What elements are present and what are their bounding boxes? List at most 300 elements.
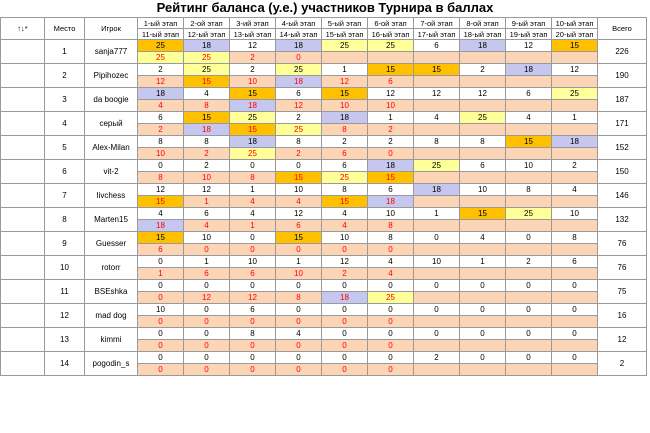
score-cell: 4 — [184, 88, 230, 100]
score-cell — [322, 52, 368, 64]
score-cell: 15 — [368, 172, 414, 184]
score-cell: 10 — [506, 160, 552, 172]
score-cell: 4 — [276, 196, 322, 208]
score-cell: 0 — [138, 316, 184, 328]
score-cell — [552, 124, 598, 136]
place-header: Место — [45, 18, 85, 40]
score-cell — [414, 148, 460, 160]
score-cell: 12 — [368, 88, 414, 100]
score-cell — [506, 172, 552, 184]
player-total: 76 — [598, 256, 647, 280]
score-cell — [552, 364, 598, 376]
score-cell: 0 — [276, 52, 322, 64]
score-cell — [506, 268, 552, 280]
score-cell: 1 — [184, 256, 230, 268]
score-cell: 6 — [368, 184, 414, 196]
score-cell: 15 — [322, 88, 368, 100]
score-cell — [552, 340, 598, 352]
score-cell — [460, 124, 506, 136]
score-cell: 15 — [138, 196, 184, 208]
player-place: 3 — [45, 88, 85, 112]
score-cell: 18 — [184, 124, 230, 136]
score-cell — [460, 316, 506, 328]
score-cell: 2 — [230, 52, 276, 64]
score-cell: 8 — [276, 136, 322, 148]
score-cell: 2 — [460, 64, 506, 76]
score-cell — [460, 268, 506, 280]
score-cell: 0 — [552, 328, 598, 340]
score-cell: 2 — [322, 136, 368, 148]
stage-header-18: 18-ый этап — [460, 29, 506, 40]
score-cell: 0 — [368, 328, 414, 340]
score-cell: 2 — [138, 124, 184, 136]
score-cell: 18 — [230, 136, 276, 148]
row-sort-cell — [1, 328, 45, 352]
score-cell — [414, 76, 460, 88]
sort-button[interactable]: ↑↓* — [1, 18, 45, 40]
score-cell: 6 — [184, 268, 230, 280]
score-cell — [460, 76, 506, 88]
score-cell: 25 — [322, 40, 368, 52]
row-sort-cell — [1, 232, 45, 256]
score-cell: 2 — [322, 268, 368, 280]
score-cell: 1 — [138, 268, 184, 280]
score-cell: 15 — [276, 172, 322, 184]
score-cell: 25 — [552, 88, 598, 100]
player-total: 75 — [598, 280, 647, 304]
score-cell: 1 — [230, 220, 276, 232]
score-cell: 18 — [138, 220, 184, 232]
score-cell: 12 — [138, 184, 184, 196]
score-cell: 0 — [184, 316, 230, 328]
score-cell: 10 — [368, 208, 414, 220]
score-cell: 2 — [368, 136, 414, 148]
score-cell: 2 — [184, 148, 230, 160]
stage-header-4: 4-ый этап — [276, 18, 322, 29]
score-cell: 4 — [322, 220, 368, 232]
score-cell: 2 — [276, 148, 322, 160]
score-cell: 25 — [184, 64, 230, 76]
score-cell: 25 — [506, 208, 552, 220]
score-cell: 12 — [184, 292, 230, 304]
score-cell: 0 — [552, 280, 598, 292]
row-sort-cell — [1, 280, 45, 304]
score-cell: 8 — [138, 136, 184, 148]
table-row — [1, 232, 647, 244]
row-sort-cell — [1, 40, 45, 64]
score-cell: 10 — [322, 232, 368, 244]
player-total: 76 — [598, 232, 647, 256]
score-cell: 6 — [184, 208, 230, 220]
score-cell — [506, 220, 552, 232]
score-cell: 18 — [368, 196, 414, 208]
score-cell — [552, 244, 598, 256]
player-place: 10 — [45, 256, 85, 280]
score-cell: 1 — [552, 112, 598, 124]
score-cell: 1 — [414, 208, 460, 220]
score-cell: 10 — [276, 268, 322, 280]
score-cell: 0 — [368, 244, 414, 256]
player-header: Игрок — [85, 18, 138, 40]
player-place: 12 — [45, 304, 85, 328]
score-cell: 0 — [460, 328, 506, 340]
score-cell — [414, 364, 460, 376]
row-sort-cell — [1, 352, 45, 376]
score-cell: 15 — [322, 196, 368, 208]
score-cell: 10 — [460, 184, 506, 196]
table-header — [1, 18, 647, 40]
score-cell — [506, 316, 552, 328]
score-cell: 10 — [368, 100, 414, 112]
score-cell: 10 — [138, 304, 184, 316]
score-cell: 15 — [276, 232, 322, 244]
stage-header-1: 1-ый этап — [138, 18, 184, 29]
score-cell — [414, 244, 460, 256]
score-cell: 4 — [368, 256, 414, 268]
score-cell: 8 — [276, 292, 322, 304]
score-cell: 12 — [460, 88, 506, 100]
rating-table — [0, 17, 647, 376]
score-cell: 0 — [506, 304, 552, 316]
stage-header-10: 10-ый этап — [552, 18, 598, 29]
score-cell: 8 — [184, 136, 230, 148]
stage-header-7: 7-ой этап — [414, 18, 460, 29]
score-cell: 10 — [138, 148, 184, 160]
score-cell: 10 — [414, 256, 460, 268]
score-cell: 8 — [230, 172, 276, 184]
score-cell — [506, 292, 552, 304]
score-cell: 8 — [322, 184, 368, 196]
score-cell — [460, 52, 506, 64]
score-cell: 6 — [322, 160, 368, 172]
score-cell — [414, 124, 460, 136]
player-place: 14 — [45, 352, 85, 376]
player-place: 9 — [45, 232, 85, 256]
score-cell: 2 — [414, 352, 460, 364]
score-cell: 0 — [460, 352, 506, 364]
player-place: 6 — [45, 160, 85, 184]
score-cell: 0 — [184, 364, 230, 376]
player-total: 146 — [598, 184, 647, 208]
stage-header-6: 6-ой этап — [368, 18, 414, 29]
score-cell: 8 — [414, 136, 460, 148]
score-cell: 25 — [368, 40, 414, 52]
stage-header-2: 2-ой этап — [184, 18, 230, 29]
score-cell — [414, 340, 460, 352]
score-cell: 0 — [184, 352, 230, 364]
player-total: 171 — [598, 112, 647, 136]
score-cell: 25 — [184, 52, 230, 64]
player-total: 2 — [598, 352, 647, 376]
score-cell — [506, 196, 552, 208]
score-cell: 0 — [276, 304, 322, 316]
player-name: Marten15 — [85, 208, 138, 232]
score-cell: 0 — [138, 256, 184, 268]
player-name: Alex-Milan — [85, 136, 138, 160]
table-row — [1, 304, 647, 316]
score-cell — [414, 220, 460, 232]
player-name: kimmi — [85, 328, 138, 352]
score-cell: 15 — [460, 208, 506, 220]
score-cell: 0 — [322, 280, 368, 292]
table-row — [1, 256, 647, 268]
stage-header-8: 8-ой этап — [460, 18, 506, 29]
score-cell: 0 — [230, 340, 276, 352]
player-name: серый — [85, 112, 138, 136]
stage-header-17: 17-ый этап — [414, 29, 460, 40]
stage-header-15: 15-ый этап — [322, 29, 368, 40]
score-cell: 1 — [322, 64, 368, 76]
table-row — [1, 208, 647, 220]
score-cell: 0 — [414, 304, 460, 316]
score-cell: 1 — [368, 112, 414, 124]
score-cell: 4 — [460, 232, 506, 244]
score-cell: 2 — [138, 64, 184, 76]
score-cell: 12 — [138, 76, 184, 88]
score-cell: 6 — [506, 88, 552, 100]
score-cell — [460, 292, 506, 304]
score-cell: 10 — [552, 208, 598, 220]
score-cell: 10 — [322, 100, 368, 112]
score-cell: 10 — [230, 256, 276, 268]
score-cell — [506, 364, 552, 376]
score-cell: 2 — [552, 160, 598, 172]
player-name: mad dog — [85, 304, 138, 328]
player-place: 1 — [45, 40, 85, 64]
score-cell: 0 — [184, 340, 230, 352]
score-cell: 25 — [138, 52, 184, 64]
score-cell: 0 — [230, 364, 276, 376]
score-cell: 6 — [276, 220, 322, 232]
score-cell: 0 — [276, 352, 322, 364]
score-cell — [552, 148, 598, 160]
score-cell: 8 — [322, 124, 368, 136]
score-cell: 15 — [230, 88, 276, 100]
score-cell: 0 — [322, 304, 368, 316]
score-cell — [368, 52, 414, 64]
score-cell: 2 — [368, 124, 414, 136]
score-cell — [414, 292, 460, 304]
score-cell — [552, 52, 598, 64]
row-sort-cell — [1, 88, 45, 112]
score-cell: 8 — [460, 136, 506, 148]
score-cell: 18 — [276, 40, 322, 52]
score-cell — [506, 340, 552, 352]
score-cell: 18 — [552, 136, 598, 148]
table-row — [1, 88, 647, 100]
stage-header-20: 20-ый этап — [552, 29, 598, 40]
score-cell: 0 — [506, 280, 552, 292]
score-cell — [460, 196, 506, 208]
score-cell: 1 — [460, 256, 506, 268]
player-name: rotorr — [85, 256, 138, 280]
score-cell: 0 — [322, 352, 368, 364]
score-cell: 25 — [368, 292, 414, 304]
score-cell: 6 — [552, 256, 598, 268]
player-place: 11 — [45, 280, 85, 304]
score-cell — [460, 340, 506, 352]
score-cell: 15 — [230, 124, 276, 136]
score-cell: 0 — [230, 352, 276, 364]
score-cell: 8 — [230, 328, 276, 340]
table-row — [1, 160, 647, 172]
row-sort-cell — [1, 184, 45, 208]
score-cell: 0 — [138, 340, 184, 352]
player-total: 190 — [598, 64, 647, 88]
score-cell: 6 — [230, 268, 276, 280]
score-cell: 0 — [368, 352, 414, 364]
player-total: 226 — [598, 40, 647, 64]
score-cell — [460, 244, 506, 256]
score-cell: 0 — [230, 160, 276, 172]
score-cell: 0 — [414, 280, 460, 292]
score-cell: 0 — [276, 316, 322, 328]
score-cell: 0 — [368, 280, 414, 292]
player-place: 5 — [45, 136, 85, 160]
player-name: BSEshka — [85, 280, 138, 304]
score-cell: 0 — [276, 244, 322, 256]
player-place: 7 — [45, 184, 85, 208]
score-cell: 18 — [322, 292, 368, 304]
score-cell: 4 — [276, 328, 322, 340]
score-cell: 8 — [368, 232, 414, 244]
score-cell: 18 — [184, 40, 230, 52]
player-name: vit-2 — [85, 160, 138, 184]
score-cell — [552, 220, 598, 232]
player-name: Guesser — [85, 232, 138, 256]
score-cell: 4 — [552, 184, 598, 196]
score-cell: 0 — [230, 316, 276, 328]
score-cell: 0 — [414, 232, 460, 244]
score-cell — [552, 100, 598, 112]
score-cell: 0 — [506, 232, 552, 244]
stage-header-19: 19-ый этап — [506, 29, 552, 40]
score-cell — [506, 124, 552, 136]
player-place: 13 — [45, 328, 85, 352]
score-cell: 0 — [368, 340, 414, 352]
score-cell: 25 — [230, 112, 276, 124]
table-row — [1, 136, 647, 148]
score-cell: 0 — [460, 280, 506, 292]
score-cell: 0 — [368, 148, 414, 160]
score-cell — [460, 364, 506, 376]
score-cell: 12 — [552, 64, 598, 76]
score-cell: 12 — [506, 40, 552, 52]
player-name: livchess — [85, 184, 138, 208]
score-cell — [414, 100, 460, 112]
score-cell: 2 — [184, 160, 230, 172]
score-cell: 0 — [276, 280, 322, 292]
stage-header-9: 9-ый этап — [506, 18, 552, 29]
score-cell: 15 — [184, 112, 230, 124]
stage-header-14: 14-ый этап — [276, 29, 322, 40]
table-body — [1, 40, 647, 376]
score-cell: 18 — [230, 100, 276, 112]
score-cell — [414, 172, 460, 184]
score-cell — [506, 52, 552, 64]
score-cell: 8 — [552, 232, 598, 244]
score-cell: 4 — [506, 112, 552, 124]
score-cell: 0 — [230, 244, 276, 256]
score-cell: 10 — [184, 172, 230, 184]
table-row — [1, 280, 647, 292]
score-cell — [460, 220, 506, 232]
score-cell: 4 — [138, 208, 184, 220]
score-cell: 0 — [322, 340, 368, 352]
score-cell: 0 — [414, 328, 460, 340]
score-cell — [506, 76, 552, 88]
score-cell: 2 — [506, 256, 552, 268]
score-cell: 0 — [138, 292, 184, 304]
score-cell: 0 — [184, 328, 230, 340]
score-cell: 18 — [506, 64, 552, 76]
score-cell: 15 — [368, 64, 414, 76]
table-row — [1, 64, 647, 76]
score-cell: 0 — [368, 316, 414, 328]
score-cell: 8 — [368, 220, 414, 232]
score-cell: 2 — [276, 112, 322, 124]
player-name: pogodin_s — [85, 352, 138, 376]
score-cell: 15 — [184, 76, 230, 88]
score-cell: 12 — [184, 184, 230, 196]
score-cell: 15 — [506, 136, 552, 148]
score-cell: 0 — [322, 364, 368, 376]
score-cell — [460, 148, 506, 160]
score-cell — [552, 268, 598, 280]
table-row — [1, 112, 647, 124]
score-cell: 18 — [368, 160, 414, 172]
score-cell: 0 — [368, 364, 414, 376]
score-cell — [414, 52, 460, 64]
page-title: Рейтинг баланса (у.е.) участников Турнира в баллах — [156, 0, 494, 15]
table-row — [1, 352, 647, 364]
row-sort-cell — [1, 64, 45, 88]
row-sort-cell — [1, 256, 45, 280]
score-cell: 4 — [230, 196, 276, 208]
score-cell — [414, 196, 460, 208]
score-cell: 0 — [276, 160, 322, 172]
score-cell: 0 — [322, 328, 368, 340]
score-cell — [506, 100, 552, 112]
stage-header-5: 5-ый этап — [322, 18, 368, 29]
score-cell: 18 — [460, 40, 506, 52]
total-header: Всего — [598, 18, 647, 40]
score-cell: 0 — [552, 304, 598, 316]
stage-header-11: 11-ый этап — [138, 29, 184, 40]
score-cell: 0 — [138, 352, 184, 364]
player-name: da boogie — [85, 88, 138, 112]
player-place: 8 — [45, 208, 85, 232]
score-cell: 4 — [184, 220, 230, 232]
score-cell: 6 — [368, 76, 414, 88]
score-cell: 25 — [276, 64, 322, 76]
score-cell: 0 — [552, 352, 598, 364]
score-cell: 12 — [414, 88, 460, 100]
score-cell: 8 — [184, 100, 230, 112]
score-cell: 0 — [506, 352, 552, 364]
score-cell: 2 — [230, 64, 276, 76]
score-cell: 1 — [184, 196, 230, 208]
score-cell — [506, 244, 552, 256]
score-cell — [460, 172, 506, 184]
score-cell: 4 — [368, 268, 414, 280]
score-cell: 0 — [460, 304, 506, 316]
score-cell: 10 — [184, 232, 230, 244]
row-sort-cell — [1, 304, 45, 328]
score-cell: 0 — [230, 232, 276, 244]
score-cell: 18 — [414, 184, 460, 196]
score-cell: 6 — [460, 160, 506, 172]
